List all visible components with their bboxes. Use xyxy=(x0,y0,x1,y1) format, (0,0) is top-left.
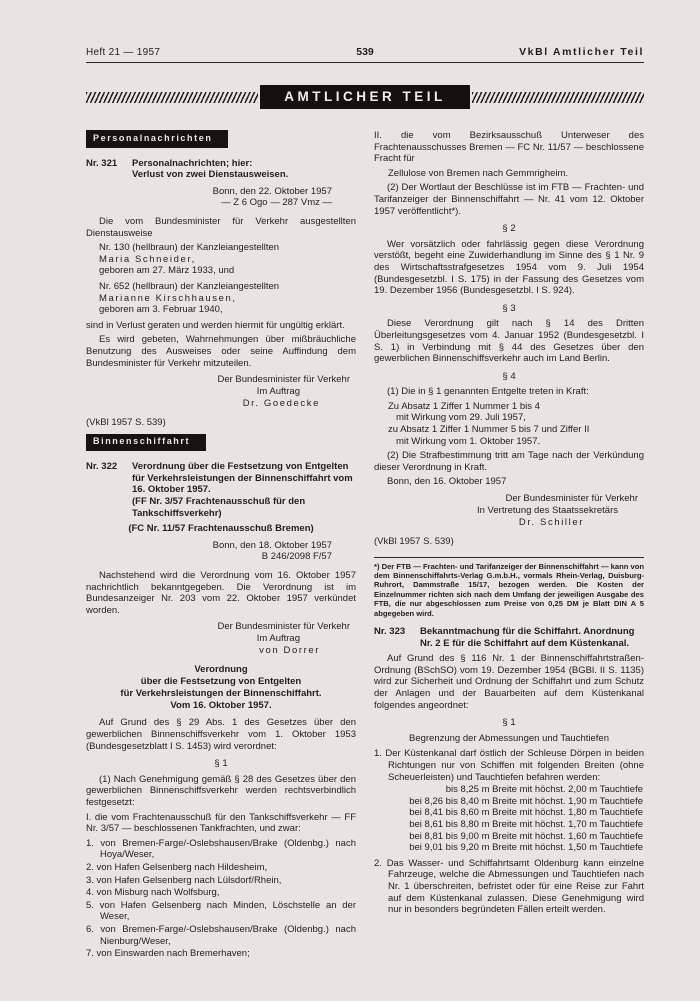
ordinance-date: Vom 16. Oktober 1957. xyxy=(170,700,272,712)
route-list-item: 4. von Misburg nach Wolfsburg, xyxy=(86,887,220,899)
depth-table-row: bei 8,81 bis 9,00 m Breite mit höchst. 1,60 m Tauchtiefe xyxy=(409,830,643,842)
article-323-title: Bekanntmachung für die Schiffahrt. Anordnung Nr. 2 E für die Schiffahrt auf dem Küstenkanal. xyxy=(420,626,635,649)
card-line: geboren am 3. Februar 1940, xyxy=(99,304,223,316)
route-list-item: 1. von Bremen-Farge/-Oslebshausen/Brake (Oldenbg.) nach Hoya/Weser, xyxy=(86,837,356,861)
paragraph: Wer vorsätzlich oder fahrlässig gegen diese Verordnung verstößt, begeht eine Zuwiderhandlung im Sinne des § 1 Nr. 9 des Wirtschaftsstrafgesetzes 1954 vom 9. Juli 1954 (Bundesgesetzbl. I S. 175) in der Fassung des Gesetzes vom 19. Dezember 1956 (Bundesgesetzbl. I S. 924). xyxy=(374,238,644,297)
numbered-item-2: 2. Das Wasser- und Schiffahrtsamt Oldenburg kann einzelne Fahrzeuge, welche die Abmessungen und Tauchtiefen nach Nr. 1 überschreiten, befristet oder für eine Reise zur Fahrt auf dem Küstenkanal zulassen. Diese Genehmigung wird nur in besonders begründeten Fällen erteilt werden. xyxy=(374,857,644,916)
section-1-heading: § 1 xyxy=(502,717,516,729)
article-321-title-line2: Verlust von zwei Dienstausweisen. xyxy=(132,169,289,181)
card-line: Nr. 130 (hellbraun) der Kanzleiangestellten xyxy=(99,242,280,254)
two-column-body xyxy=(86,129,644,961)
paragraph: Die vom Bundesminister für Verkehr ausgestellten Dienstausweise xyxy=(86,215,356,239)
hatch-right-decoration xyxy=(472,92,644,103)
signer-name: Dr. Schiller xyxy=(518,517,584,529)
article-322-title-line3: (FC Nr. 11/57 Frachtenausschuß Bremen) xyxy=(128,523,314,535)
depth-table-row: bei 9,01 bis 9,20 m Breite mit höchst. 1,50 m Tauchtiefe xyxy=(409,842,643,854)
effective-date-line: zu Absatz 1 Ziffer 1 Nummer 5 bis 7 und Ziffer II xyxy=(388,424,590,436)
list-subitem: Zellulose von Bremen nach Gemmrigheim. xyxy=(388,167,569,179)
person-name: Marianne Kirschhausen, xyxy=(99,292,237,304)
route-list-item: 5. von Hafen Gelsenberg nach Minden, Löschstelle an der Weser, xyxy=(86,899,356,923)
ordinance-title-line2: über die Festsetzung von Entgelten xyxy=(140,676,302,688)
file-reference: B 246/2098 F/57 xyxy=(261,551,332,563)
route-list-item: 2. von Hafen Gelsenberg nach Hildesheim, xyxy=(86,861,268,873)
route-list-item: 3. von Hafen Gelsenberg nach Lülsdorf/Rhein, xyxy=(86,874,282,886)
place-date: Bonn, den 16. Oktober 1957 xyxy=(387,476,507,488)
paragraph: Nachstehend wird die Verordnung vom 16. Oktober 1957 nachrichtlich bekanntgegeben. Die Verordnung ist im Bundesanzeiger Nr. 203 vom 22. Oktober 1957 verkündet worden. xyxy=(86,570,356,616)
depth-table-row: bei 8,61 bis 8,80 m Breite mit höchst. 1,70 m Tauchtiefe xyxy=(409,818,643,830)
signer-by-order: Im Auftrag xyxy=(256,386,300,398)
card-line: Nr. 652 (hellbraun) der Kanzleiangestellten xyxy=(99,280,280,292)
banner-title: AMTLICHER TEIL xyxy=(260,85,470,109)
depth-table-row: bei 8,41 bis 8,60 m Breite mit höchst. 1,80 m Tauchtiefe xyxy=(409,807,643,819)
article-321-title xyxy=(132,158,356,181)
list-item-roman-II: II. die vom Bezirksausschuß Unterweser des Frachtenausschusses Bremen — FC Nr. 11/57 — beschlossene Fracht für xyxy=(374,130,644,165)
article-321-heading xyxy=(86,158,356,181)
official-part-banner xyxy=(86,85,644,109)
signature-block xyxy=(374,493,644,529)
depth-table-row: bei 8,26 bis 8,40 m Breite mit höchst. 1,90 m Tauchtiefe xyxy=(409,795,643,807)
article-321-dateline xyxy=(86,186,356,209)
citation: (VkBl 1957 S. 539) xyxy=(374,536,454,548)
article-321-title-line1: Personalnachrichten; hier: xyxy=(132,157,253,169)
article-322-title-line1: Verordnung über die Festsetzung von Entgelten für Verkehrsleistungen der Binnenschiffahrt vom 16. Oktober 1957. xyxy=(132,461,353,496)
article-323-number: Nr. 323 xyxy=(374,626,406,638)
section-4-heading: § 4 xyxy=(502,370,516,382)
id-card-entry-2 xyxy=(86,281,356,316)
left-column xyxy=(86,129,356,961)
ordinance-title-line1: Verordnung xyxy=(194,664,248,676)
section-1-subheading: Begrenzung der Abmessungen und Tauchtiefen xyxy=(408,732,609,744)
effective-date-line: mit Wirkung vom 1. Oktober 1957. xyxy=(396,435,541,447)
article-322-dateline xyxy=(86,540,356,563)
signer-by-order: In Vertretung des Staatssekretärs xyxy=(477,505,618,517)
paragraph: (2) Die Strafbestimmung tritt am Tage nach der Verkündung dieser Verordnung in Kraft. xyxy=(374,450,644,473)
signer-name: von Dorrer xyxy=(259,645,320,657)
effective-date-line: Zu Absatz 1 Ziffer 1 Nummer 1 bis 4 xyxy=(388,400,540,412)
section-2-heading: § 2 xyxy=(502,223,516,235)
article-321-number: Nr. 321 xyxy=(86,157,118,169)
masthead xyxy=(86,46,644,58)
list-item-roman-I: I. die vom Frachtenausschuß für den Tankschiffsverkehr — FF Nr. 3/57 — beschlossenen Tankfrachten, und zwar: xyxy=(86,811,356,835)
id-card-entry-1 xyxy=(86,242,356,277)
article-322-number: Nr. 322 xyxy=(86,461,118,473)
signature-block xyxy=(86,374,356,410)
page-number: 539 xyxy=(356,46,374,58)
signer-organization: Der Bundesminister für Verkehr xyxy=(505,493,638,505)
ordinance-title-line3: für Verkehrsleistungen der Binnenschiffahrt. xyxy=(120,688,322,700)
section-label-personalnachrichten: Personalnachrichten xyxy=(86,130,228,148)
section-1-heading: § 1 xyxy=(214,758,228,770)
signature-block xyxy=(86,621,356,657)
right-column xyxy=(374,129,644,961)
section-label-binnenschiffahrt: Binnenschiffahrt xyxy=(86,434,206,452)
paragraph: (2) Der Wortlaut der Beschlüsse ist im FTB — Frachten- und Tarifanzeiger der Binnenschiffahrt — Nr. 41 vom 12. Oktober 1957 veröffentlicht*). xyxy=(374,182,644,217)
place-date: Bonn, den 22. Oktober 1957 xyxy=(212,185,332,197)
file-reference: — Z 6 Ogo — 287 Vmz — xyxy=(221,197,332,209)
journal-title: VkBl Amtlicher Teil xyxy=(519,46,644,58)
article-323-heading xyxy=(374,626,644,649)
numbered-item-1: 1. Der Küstenkanal darf östlich der Schleuse Dörpen in beiden Richtungen nur von Schiffen mit folgenden Breiten (ohne Scheuerleisten) und Tauchtiefen befahren werden: xyxy=(374,748,644,783)
footnote: *) Der FTB — Frachten- und Tarifanzeiger der Binnenschiffahrt — kann von dem Binnenschiffahrts-Verlag G.m.b.H., vormals Rhein-Verlag, Duisburg-Ruhrort, Dammstraße 15/17, bezogen werden. Die Kosten der Einzelnummer richten sich nach dem Umfang der jeweiligen Ausgabe des FTB, die nur abgeschlossen zum Preise von 0,25 DM je Blatt DIN A 5 abgegeben wird. xyxy=(374,557,644,618)
spacer xyxy=(374,854,644,857)
paragraph: Es wird gebeten, Wahrnehmungen über mißbräuchliche Benutzung des Ausweises oder seine Auffindung dem Bundesminister für Verkehr mitzuteilen. xyxy=(86,334,356,369)
article-322-title xyxy=(132,461,356,519)
header-rule xyxy=(86,62,644,63)
place-date: Bonn, den 18. Oktober 1957 xyxy=(212,539,332,551)
signer-organization: Der Bundesminister für Verkehr xyxy=(217,621,350,633)
ordinance-title xyxy=(86,664,356,712)
depth-table-row: bis 8,25 m Breite mit höchst. 2,00 m Tauchtiefe xyxy=(445,784,643,796)
signer-name: Dr. Goedecke xyxy=(242,398,320,410)
person-name: Maria Schneider, xyxy=(99,253,196,265)
article-322-title-line2: (FF Nr. 3/57 Frachtenausschuß für den Tankschiffsverkehr) xyxy=(132,496,306,519)
effective-date-line: mit Wirkung vom 29. Juli 1957, xyxy=(396,412,526,424)
citation: (VkBl 1957 S. 539) xyxy=(86,417,166,429)
hatch-left-decoration xyxy=(86,92,258,103)
section-3-heading: § 3 xyxy=(502,302,516,314)
route-list-item: 6. von Bremen-Farge/-Oslebshausen/Brake (Oldenbg.) nach Nienburg/Weser, xyxy=(86,923,356,947)
signer-organization: Der Bundesminister für Verkehr xyxy=(217,374,350,386)
issue-label: Heft 21 — 1957 xyxy=(86,47,161,58)
article-322-heading xyxy=(86,461,356,519)
signer-by-order: Im Auftrag xyxy=(256,633,300,645)
paragraph: sind in Verlust geraten und werden hiermit für ungültig erklärt. xyxy=(86,319,345,331)
paragraph: Diese Verordnung gilt nach § 14 des Dritten Überleitungsgesetzes vom 4. Januar 1952 (Bundesgesetzbl. I S. 1) in Verbindung mit § 44 des Gesetzes über den gewerblichen Binnenschiffsverkehr auch im Land Berlin. xyxy=(374,318,644,365)
paragraph: (1) Die in § 1 genannten Entgelte treten in Kraft: xyxy=(387,386,589,398)
card-line: geboren am 27. März 1933, und xyxy=(99,265,235,277)
paragraph: Auf Grund des § 29 Abs. 1 des Gesetzes über den gewerblichen Binnenschiffsverkehr vom 1. Oktober 1953 (Bundesgesetzblatt I S. 1453) wird verordnet: xyxy=(86,717,356,752)
route-list-item: 7. von Einswarden nach Bremerhaven; xyxy=(86,948,250,960)
paragraph: Auf Grund des § 116 Nr. 1 der Binnenschiffahrtstraßen-Ordnung (BSchSO) vom 19. Dezember 1954 (BGBl. II S. 1135) wird zur Sicherheit und Ordnung der Schiffahrt und zum Schutz der Anlagen und der Bauarbeiten auf dem Küstenkanal folgendes angeordnet: xyxy=(374,653,644,711)
spacer xyxy=(374,618,644,624)
paragraph: (1) Nach Genehmigung gemäß § 28 des Gesetzes über den gewerblichen Binnenschiffsverkehr werden rechtsverbindlich festgesetzt: xyxy=(86,773,356,808)
